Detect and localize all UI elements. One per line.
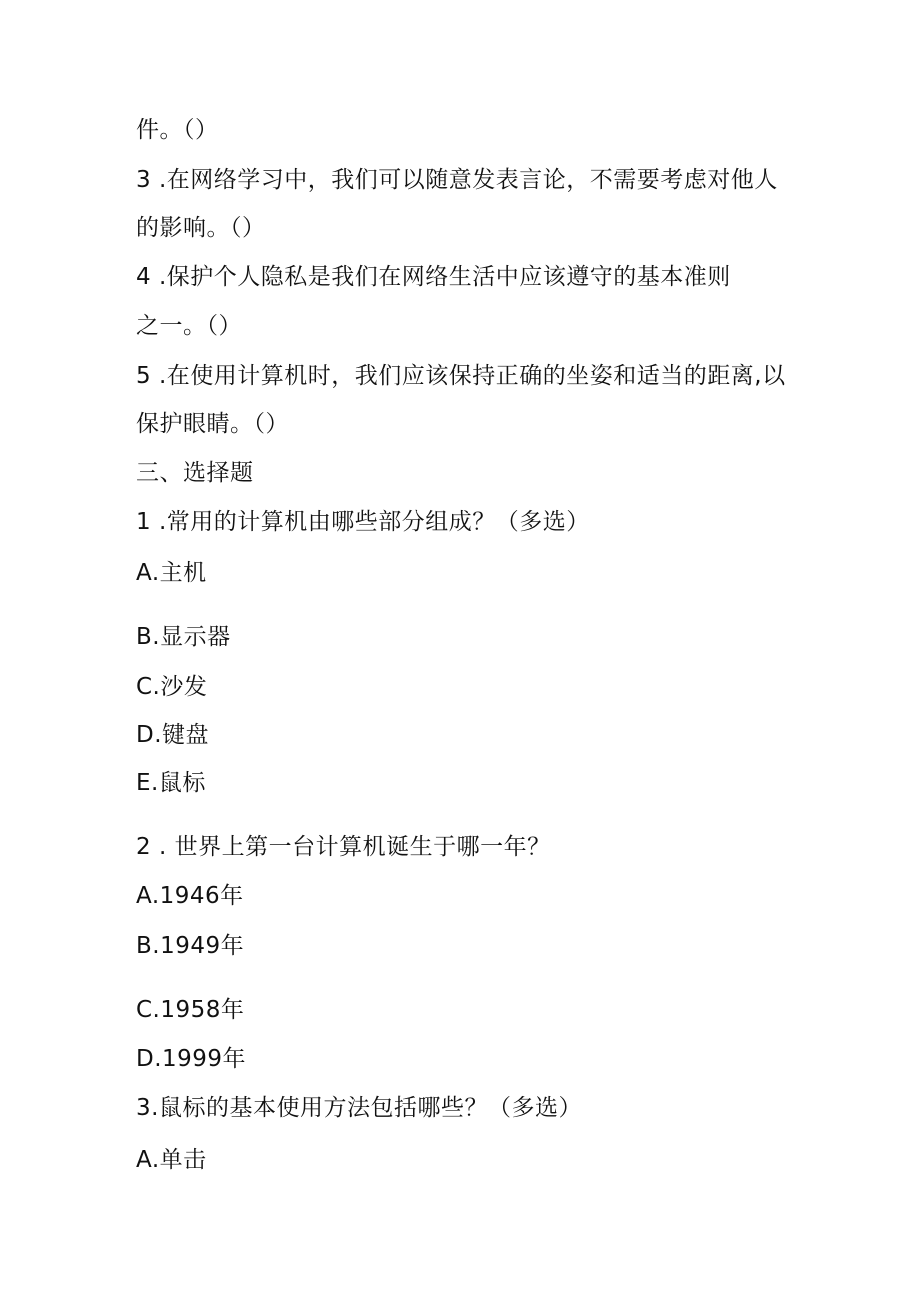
tf-q5-line2: 保护眼睛。（） [136,411,289,437]
choice-q1-stem: 1 .常用的计算机由哪些部分组成？（多选） [136,509,590,535]
tf-q4-line1: 4 .保护个人隐私是我们在网络生活中应该遵守的基本准则 [136,264,731,290]
choice-q1-option-e: E.鼠标 [136,770,206,796]
choice-q3-option-a: A.单击 [136,1147,207,1173]
choice-q2-option-b: B.1949年 [136,933,245,959]
choice-q2-option-c: C.1958年 [136,997,245,1023]
choice-q2-option-d: D.1999年 [136,1046,247,1072]
choice-q1-option-b: B.显示器 [136,624,231,650]
choice-q3-stem: 3.鼠标的基本使用方法包括哪些？（多选） [136,1095,582,1121]
tf-q3-line2: 的影响。（） [136,215,266,241]
tf-q4-line2: 之一。（） [136,313,242,339]
tf-q3-line1: 3 .在网络学习中，我们可以随意发表言论，不需要考虑对他人 [136,167,778,193]
choice-q1-option-d: D.键盘 [136,722,210,748]
choice-q2-stem: 2 . 世界上第一台计算机诞生于哪一年？ [136,834,551,860]
choice-q2-option-a: A.1946年 [136,883,244,909]
tf-q5-line1: 5 .在使用计算机时，我们应该保持正确的坐姿和适当的距离,以 [136,363,786,389]
section-heading-choice: 三、选择题 [136,460,254,486]
choice-q1-option-a: A.主机 [136,560,207,586]
choice-q1-option-c: C.沙发 [136,674,208,700]
tf-q2-continuation: 件。（） [136,117,219,143]
